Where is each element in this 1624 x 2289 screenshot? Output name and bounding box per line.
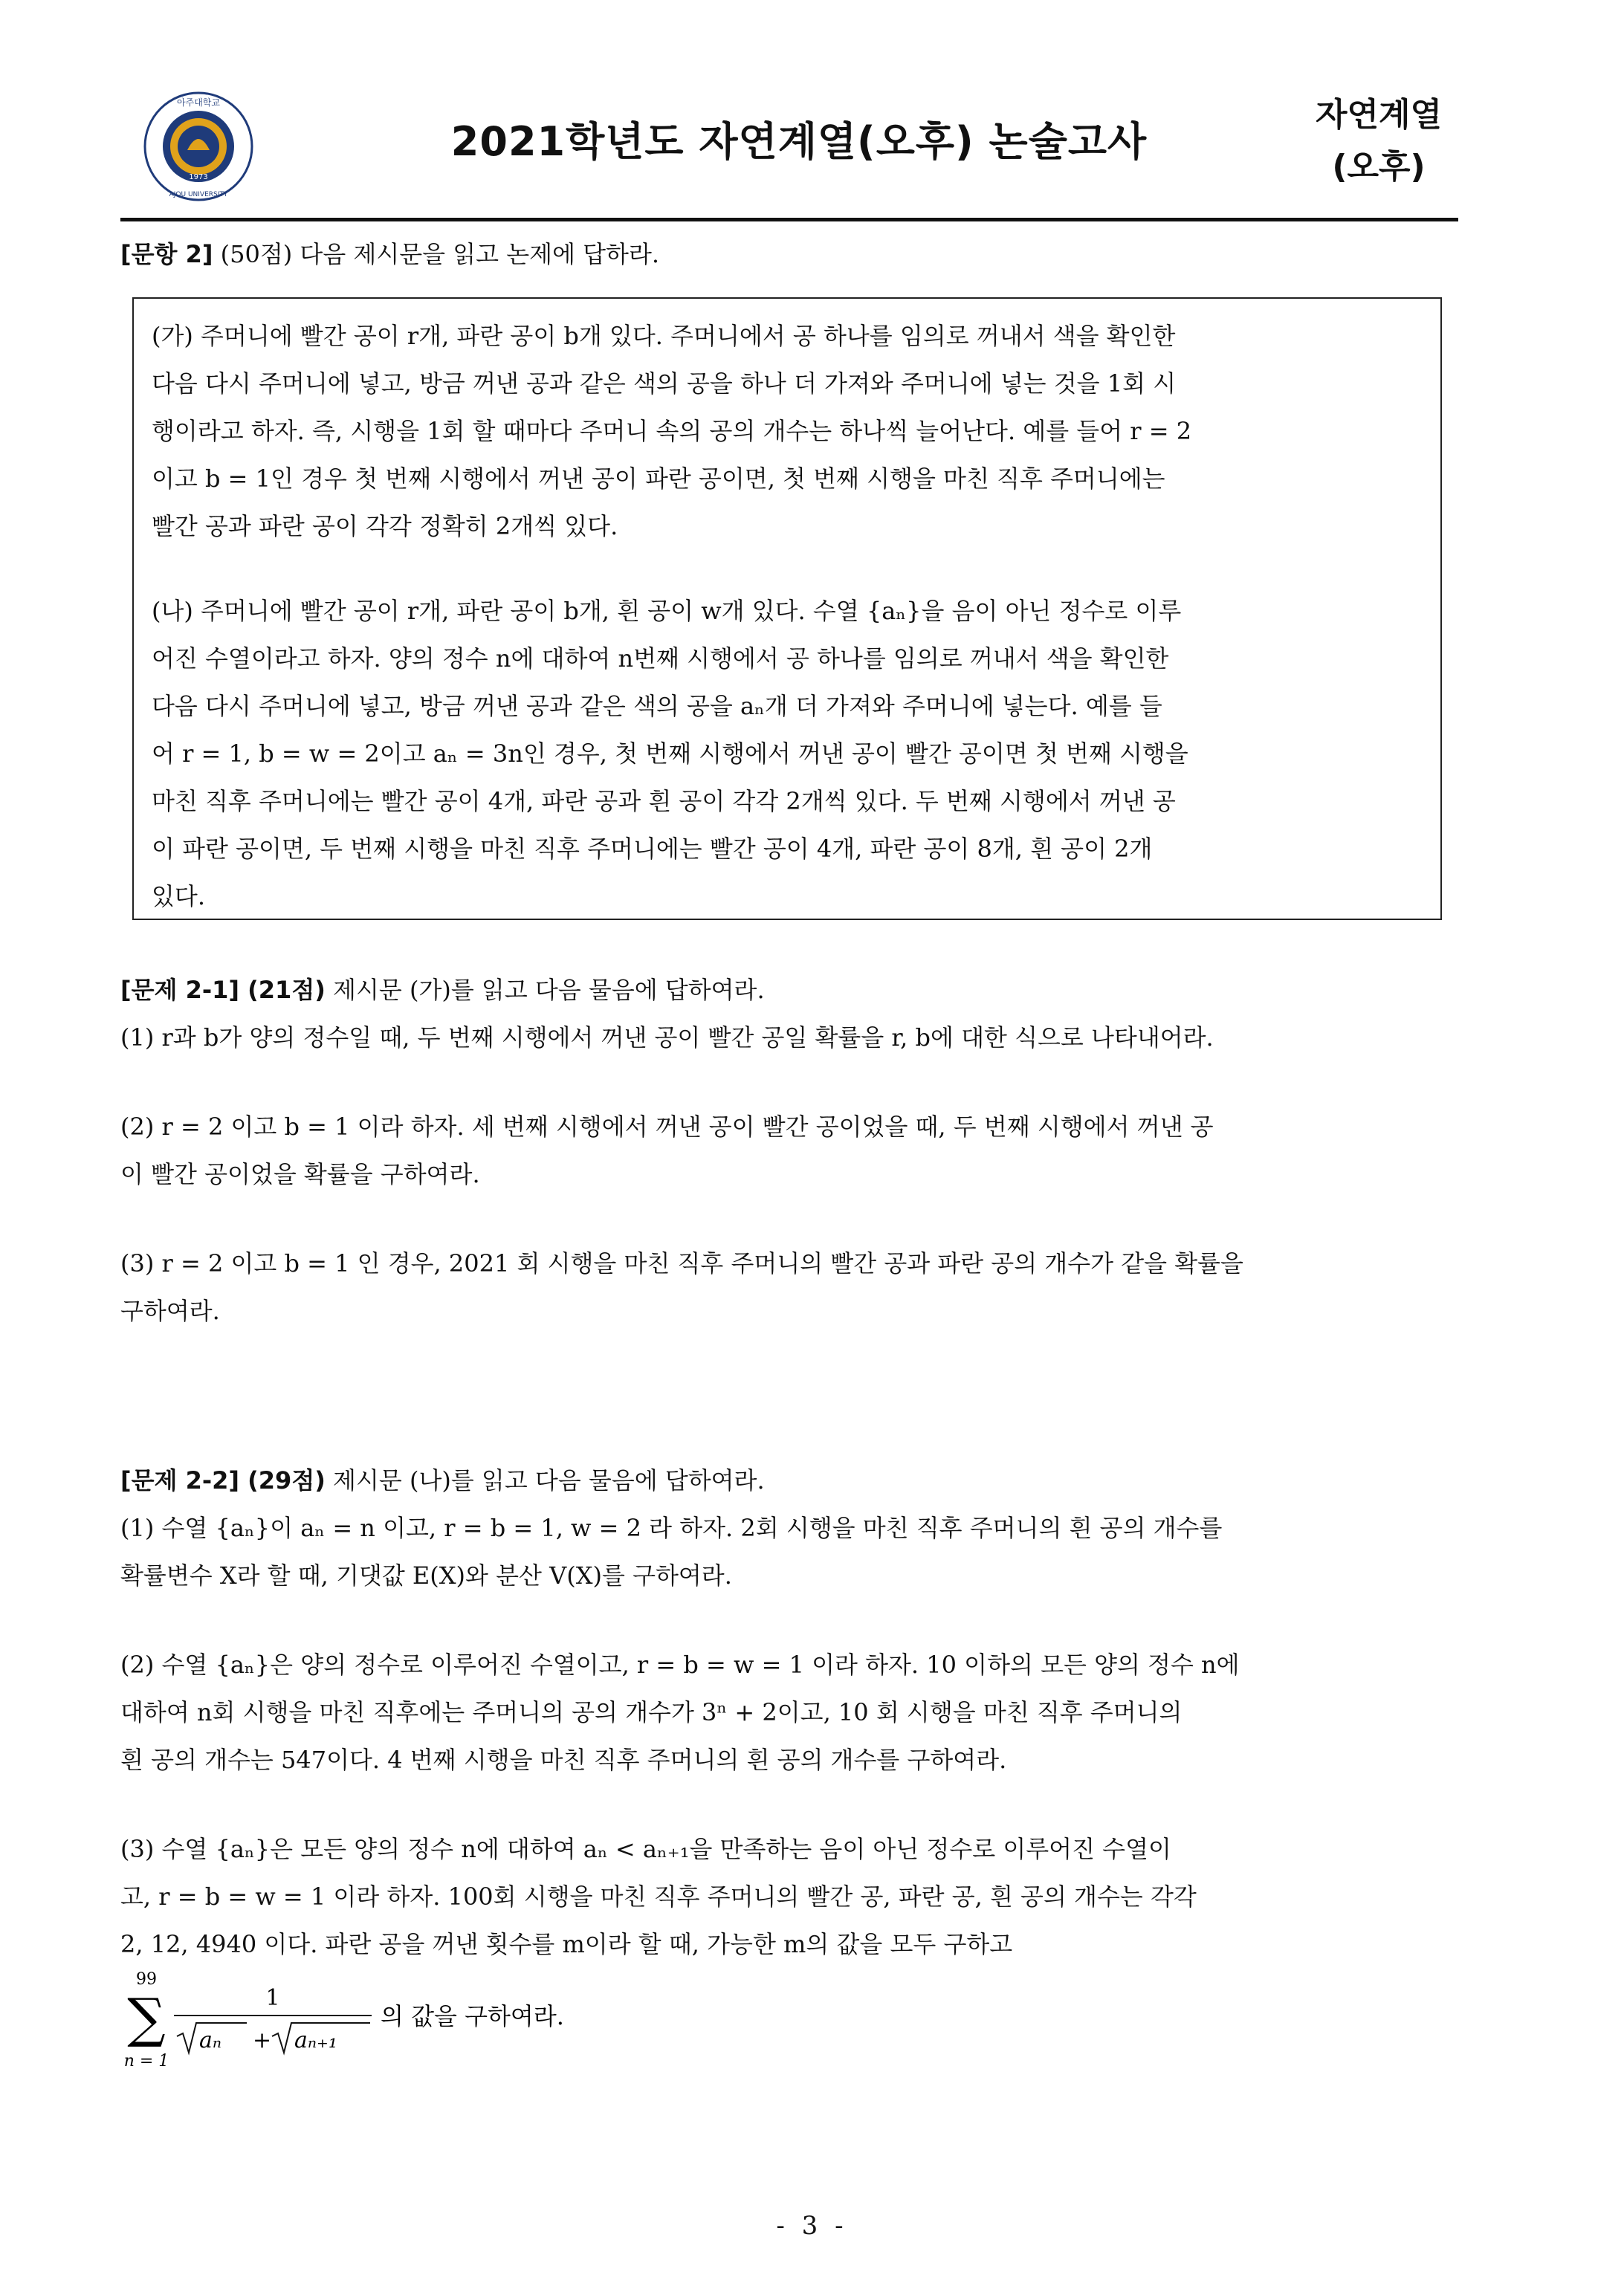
passage-na-line: 있다. [152,882,205,910]
problem-2-2-heading: [문제 2-2] (29점) 제시문 (나)를 읽고 다음 물음에 답하여라. [120,1466,765,1495]
page-title: 2021학년도 자연계열(오후) 논술고사 [450,118,1148,165]
problem-2-1-q3: (3) r = 2 이고 b = 1 인 경우, 2021 회 시행을 마친 직후 주머니의 빨간 공과 파란 공의 개수가 같을 확률을 [120,1249,1243,1278]
item-heading: [문항 2] (50점) 다음 제시문을 읽고 논제에 답하라. [120,240,660,268]
passage-na-line: 어진 수열이라고 하자. 양의 정수 n에 대하여 n번째 시행에서 공 하나를 임의로 꺼내서 색을 확인한 [152,644,1169,673]
problem-2-2-q3-cont: 2, 12, 4940 이다. 파란 공을 꺼낸 횟수를 m이라 할 때, 가능한 m의 값을 모두 구하고 [120,1930,1013,1958]
passage-ga-line: 이고 b = 1인 경우 첫 번째 시행에서 꺼낸 공이 파란 공이면, 첫 번째 시행을 마친 직후 주머니에는 [152,464,1165,493]
problem-2-2-q3: (3) 수열 {aₙ}은 모든 양의 정수 n에 대하여 aₙ < aₙ₊₁을 만족하는 음이 아닌 정수로 이루어진 수열이 [120,1835,1171,1863]
svg-text:아주대학교: 아주대학교 [177,97,220,108]
side-label-line1: 자연계열 [1315,96,1442,134]
header-rule [120,218,1458,221]
passage-na-line: (나) 주머니에 빨간 공이 r개, 파란 공이 b개, 흰 공이 w개 있다. 수열 {aₙ}을 음이 아닌 정수로 이루 [152,597,1182,625]
university-logo [143,91,254,202]
problem-2-1-q1: (1) r과 b가 양의 정수일 때, 두 번째 시행에서 꺼낸 공이 빨간 공일 확률을 r, b에 대한 식으로 나타내어라. [120,1023,1214,1052]
problem-2-1-q2: (2) r = 2 이고 b = 1 이라 하자. 세 번째 시행에서 꺼낸 공이 빨간 공이었을 때, 두 번째 시행에서 꺼낸 공 [120,1113,1214,1141]
side-label-line2: (오후) [1332,148,1426,186]
passage-ga-line: 행이라고 하자. 즉, 시행을 1회 할 때마다 주머니 속의 공의 개수는 하나씩 늘어난다. 예를 들어 r = 2 [152,417,1192,445]
problem-2-2-q1: (1) 수열 {aₙ}이 aₙ = n 이고, r = b = 1, w = 2 라 하자. 2회 시행을 마친 직후 주머니의 흰 공의 개수를 [120,1514,1223,1542]
problem-2-2-q2-cont: 흰 공의 개수는 547이다. 4 번째 시행을 마친 직후 주머니의 흰 공의 개수를 구하여라. [120,1746,1007,1774]
svg-text:AJOU UNIVERSITY: AJOU UNIVERSITY [169,191,228,198]
passage-na-line: 어 r = 1, b = w = 2이고 aₙ = 3n인 경우, 첫 번째 시행에서 꺼낸 공이 빨간 공이면 첫 번째 시행을 [152,739,1188,768]
passage-ga-line: 빨간 공과 파란 공이 각각 정확히 2개씩 있다. [152,512,618,540]
sum-upper-limit: 99 [136,1970,157,1989]
sum-lower-limit: n = 1 [123,2052,169,2071]
passage-na-line: 다음 다시 주머니에 넣고, 방금 꺼낸 공과 같은 색의 공을 aₙ개 더 가져와 주머니에 넣는다. 예를 들 [152,692,1162,720]
side-label [1293,89,1464,193]
passage-na-line: 이 파란 공이면, 두 번째 시행을 마친 직후 주머니에는 빨간 공이 4개, 파란 공이 8개, 흰 공이 2개 [152,835,1153,863]
fraction-denominator-term-2: aₙ₊₁ [294,2027,337,2053]
summation-formula [120,1962,1458,2088]
sigma-symbol: ∑ [127,1987,166,2049]
problem-2-2 [120,1457,1458,1968]
plus-sign: + [253,2027,272,2053]
problem-2-1-q2-cont: 이 빨간 공이었을 확률을 구하여라. [120,1160,480,1188]
summation-tail-text: 의 값을 구하여라. [381,2002,564,2030]
fraction-denominator-term-1: aₙ [199,2027,222,2053]
svg-text:1973: 1973 [189,173,208,181]
passage-ga-line: 다음 다시 주머니에 넣고, 방금 꺼낸 공과 같은 색의 공을 하나 더 가져와 주머니에 넣는 것을 1회 시 [152,369,1177,398]
passage-na-line: 마친 직후 주머니에는 빨간 공이 4개, 파란 공과 흰 공이 각각 2개씩 있다. 두 번째 시행에서 꺼낸 공 [152,787,1176,815]
problem-2-2-q2-cont: 대하여 n회 시행을 마친 직후에는 주머니의 공의 개수가 3ⁿ + 2이고, 10 회 시행을 마친 직후 주머니의 [120,1698,1183,1726]
problem-2-2-q2: (2) 수열 {aₙ}은 양의 정수로 이루어진 수열이고, r = b = w = 1 이라 하자. 10 이하의 모든 양의 정수 n에 [120,1651,1240,1679]
problem-2-2-q3-cont: 고, r = b = w = 1 이라 하자. 100회 시행을 마친 직후 주머니의 빨간 공, 파란 공, 흰 공의 개수는 각각 [120,1882,1197,1911]
page-number: - 3 - [776,2211,848,2241]
passage-ga-line: (가) 주머니에 빨간 공이 r개, 파란 공이 b개 있다. 주머니에서 공 하나를 임의로 꺼내서 색을 확인한 [152,322,1176,350]
problem-2-1-q3-cont: 구하여라. [120,1297,220,1325]
problem-2-1-heading: [문제 2-1] (21점) 제시문 (가)를 읽고 다음 물음에 답하여라. [120,976,765,1004]
fraction-numerator: 1 [265,1985,280,2011]
passage-box [132,297,1442,920]
summation-svg [120,1962,789,2088]
problem-2-1 [120,966,1458,1335]
problem-2-2-q1-cont: 확률변수 X라 할 때, 기댓값 E(X)와 분산 V(X)를 구하여라. [120,1561,732,1590]
